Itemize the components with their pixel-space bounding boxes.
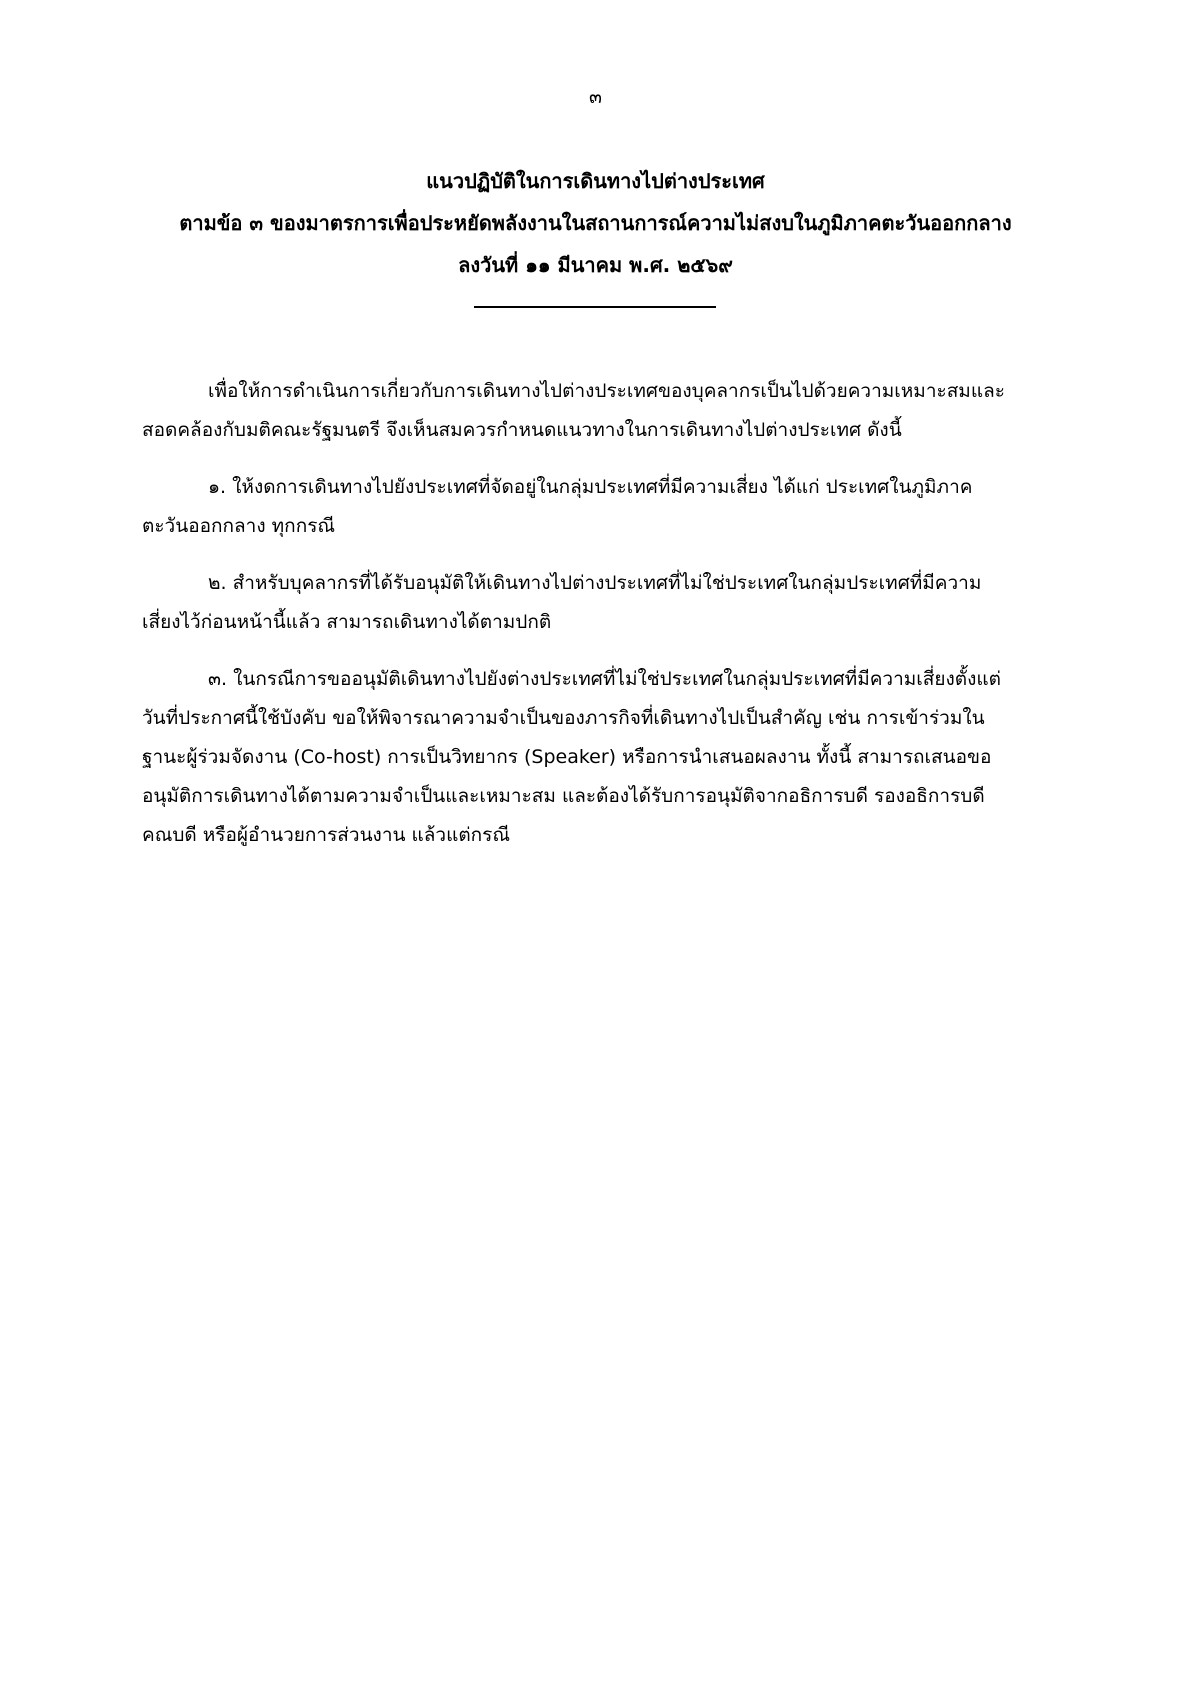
title-line-2: ตามข้อ ๓ ของมาตรการเพื่อประหยัดพลังงานในสถานการณ์ความไม่สงบในภูมิภาคตะวันออกกลาง xyxy=(179,211,1012,235)
paragraph-line: ฐานะผู้ร่วมจัดงาน (Co-host) การเป็นวิทยากร (Speaker) หรือการนำเสนอผลงาน ทั้งนี้ สามารถเสนอขอ xyxy=(142,746,992,768)
page-number: ๓ xyxy=(589,86,602,108)
paragraph-item-1 xyxy=(142,468,1047,546)
paragraph-line: เพื่อให้การดำเนินการเกี่ยวกับการเดินทางไปต่างประเทศของบุคลากรเป็นไปด้วยความเหมาะสมและ xyxy=(208,380,1005,402)
paragraph-intro xyxy=(142,372,1047,450)
document-title xyxy=(60,160,1131,286)
paragraph-item-3 xyxy=(142,660,1047,855)
paragraph-line: อนุมัติการเดินทางได้ตามความจำเป็นและเหมาะสม และต้องได้รับการอนุมัติจากอธิการบดี รองอธิการบดี xyxy=(142,785,985,807)
paragraph-line: ตะวันออกกลาง ทุกกรณี xyxy=(142,515,336,537)
title-line-1: แนวปฏิบัติในการเดินทางไปต่างประเทศ xyxy=(426,169,765,193)
document-body xyxy=(142,372,1047,873)
title-line-3: ลงวันที่ ๑๑ มีนาคม พ.ศ. ๒๕๖๙ xyxy=(458,253,733,277)
paragraph-item-2 xyxy=(142,564,1047,642)
paragraph-line: เสี่ยงไว้ก่อนหน้านี้แล้ว สามารถเดินทางได้ตามปกติ xyxy=(142,611,552,633)
paragraph-line: วันที่ประกาศนี้ใช้บังคับ ขอให้พิจารณาความจำเป็นของภารกิจที่เดินทางไปเป็นสำคัญ เช่น การเข้าร่วมใน xyxy=(142,707,985,729)
paragraph-line: คณบดี หรือผู้อำนวยการส่วนงาน แล้วแต่กรณี xyxy=(142,824,511,846)
paragraph-line: ๓. ในกรณีการขออนุมัติเดินทางไปยังต่างประเทศที่ไม่ใช่ประเทศในกลุ่มประเทศที่มีความเสี่ยงตั้งแต่ xyxy=(208,668,1001,690)
paragraph-line: สอดคล้องกับมติคณะรัฐมนตรี จึงเห็นสมควรกำหนดแนวทางในการเดินทางไปต่างประเทศ ดังนี้ xyxy=(142,419,902,441)
paragraph-line: ๒. สำหรับบุคลากรที่ได้รับอนุมัติให้เดินทางไปต่างประเทศที่ไม่ใช่ประเทศในกลุ่มประเทศที่มีความ xyxy=(208,572,982,594)
paragraph-line: ๑. ให้งดการเดินทางไปยังประเทศที่จัดอยู่ในกลุ่มประเทศที่มีความเสี่ยง ได้แก่ ประเทศในภูมิภาค xyxy=(208,476,973,498)
title-divider xyxy=(474,306,716,308)
